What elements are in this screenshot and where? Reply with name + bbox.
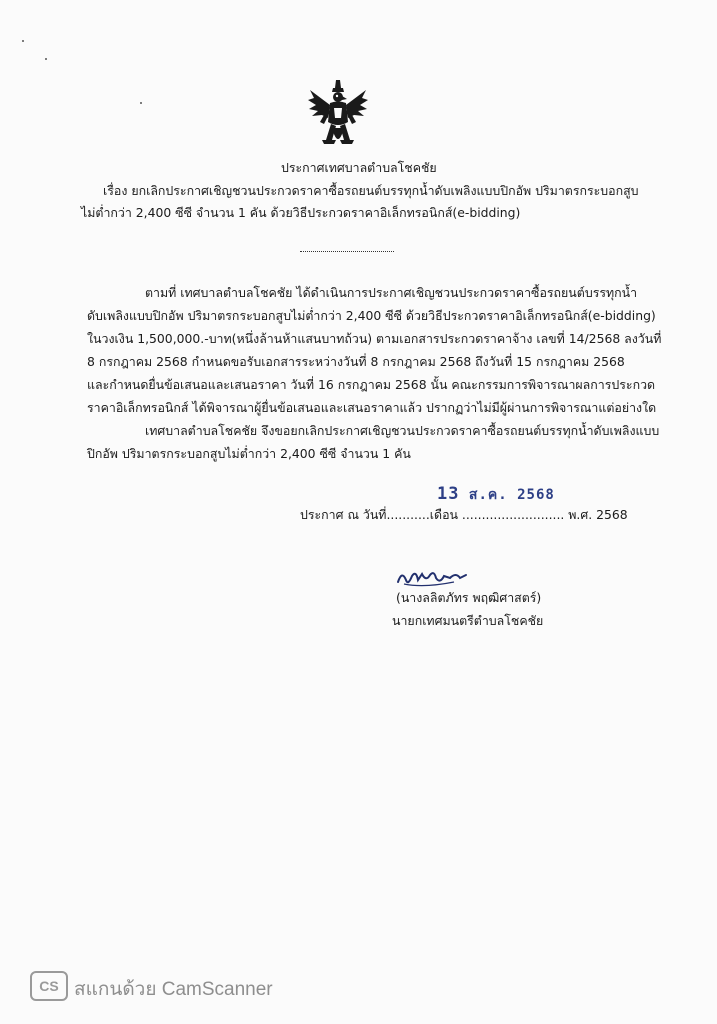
body-line: ตามที่ เทศบาลตำบลโชคชัย ได้ดำเนินการประกาศเชิญชวนประกวดราคาซื้อรถยนต์บรรทุกน้ำ [145,285,638,300]
scan-speck [140,102,142,104]
subject-line-1: เรื่อง ยกเลิกประกาศเชิญชวนประกวดราคาซื้อรถยนต์บรรทุกน้ำดับเพลิงแบบปิกอัพ ปริมาตรกระบอกสูบ [103,183,639,198]
body-line: 8 กรกฎาคม 2568 กำหนดขอรับเอกสารระหว่างวันที่ 8 กรกฎาคม 2568 ถึงวันที่ 15 กรกฎาคม 2568 [87,354,625,369]
signatory-name: (นางลลิตภัทร พฤฒิศาสตร์) [396,590,542,605]
separator-dotted-line [300,251,394,252]
subject-line-2: ไม่ต่ำกว่า 2,400 ซีซี จำนวน 1 คัน ด้วยวิธีประกวดราคาอิเล็กทรอนิกส์(e-bidding) [81,205,521,220]
date-stamp [437,484,555,506]
body-line: และกำหนดยื่นข้อเสนอและเสนอราคา วันที่ 16 กรกฎาคม 2568 นั้น คณะกรรมการพิจารณาผลการประกวด [87,377,656,392]
body-line: ปิกอัพ ปริมาตรกระบอกสูบไม่ต่ำกว่า 2,400 ซีซี จำนวน 1 คัน [87,446,411,461]
scan-speck [45,58,47,60]
date-stamp-month-year: ส.ค. 2568 [468,487,555,503]
camscanner-watermark: สแกนด้วย CamScanner [74,979,273,1000]
garuda-emblem-icon [306,78,370,154]
date-stamp-day: 13 [437,484,460,504]
date-line: ประกาศ ณ วันที่...........เดือน .......................... พ.ศ. 2568 [300,507,628,522]
scan-speck [22,40,24,42]
body-line: เทศบาลตำบลโชคชัย จึงขอยกเลิกประกาศเชิญชวนประกวดราคาซื้อรถยนต์บรรทุกน้ำดับเพลิงแบบ [145,423,660,438]
body-line: ราคาอิเล็กทรอนิกส์ ได้พิจารณาผู้ยื่นข้อเสนอและเสนอราคาแล้ว ปรากฏว่าไม่มีผู้ผ่านการพิจารณาแต่อย่างใด [87,400,657,415]
handwritten-signature [394,566,470,590]
announcement-title: ประกาศเทศบาลตำบลโชคชัย [281,160,437,175]
signatory-position: นายกเทศมนตรีตำบลโชคชัย [392,613,544,628]
body-line: ดับเพลิงแบบปิกอัพ ปริมาตรกระบอกสูบไม่ต่ำกว่า 2,400 ซีซี ด้วยวิธีประกวดราคาอิเล็กทรอนิกส์(e-bidding) [87,308,656,323]
body-line: ในวงเงิน 1,500,000.-บาท(หนึ่งล้านห้าแสนบาทถ้วน) ตามเอกสารประกวดราคาจ้าง เลขที่ 14/2568 ลงวันที่ [87,331,662,346]
camscanner-logo-icon: CS [30,971,68,1001]
